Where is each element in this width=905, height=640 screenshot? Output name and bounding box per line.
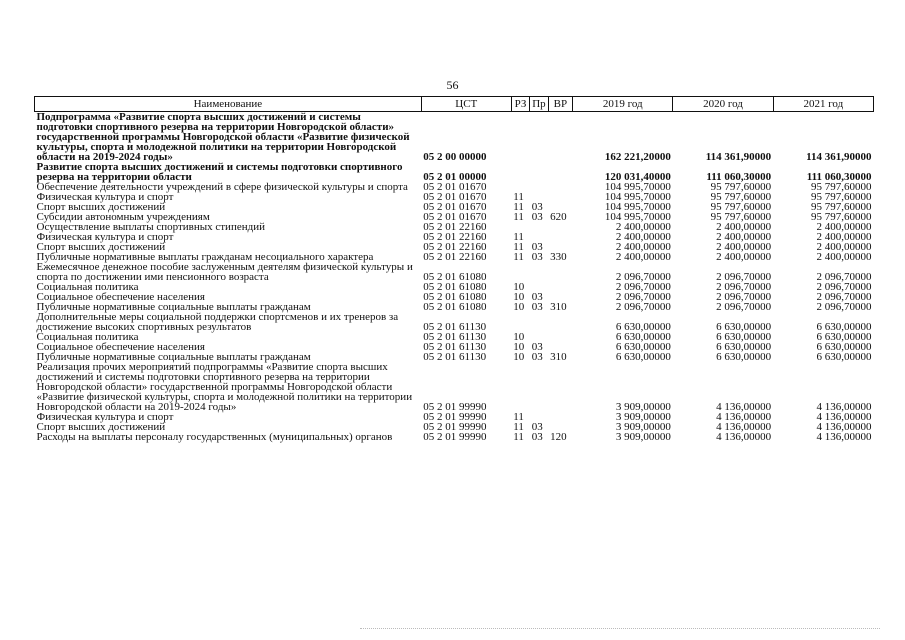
cell-2019: 2 096,70000 xyxy=(615,271,671,283)
cell-2021: 2 400,00000 xyxy=(816,231,872,243)
cell-cst: 05 2 01 99990 xyxy=(423,401,487,413)
cell-rz xyxy=(511,312,529,332)
cell-2020: 6 630,00000 xyxy=(716,341,772,353)
cell-2019: 2 400,00000 xyxy=(615,231,671,243)
cell-rz: 10 xyxy=(513,301,525,313)
header-2019: 2019 год xyxy=(573,97,673,112)
cell-2019: 2 096,70000 xyxy=(615,301,671,313)
cell-rz xyxy=(511,362,529,412)
cell-cst: 05 2 01 01670 xyxy=(423,201,487,213)
cell-vr xyxy=(548,112,573,163)
cell-cst: 05 2 01 22160 xyxy=(423,241,487,253)
cell-rz xyxy=(511,262,529,282)
cell-pr: 03 xyxy=(531,201,543,213)
cell-name: Реализация прочих мероприятий подпрограммы «Развитие спорта высших достижений и системы подготовки спортивного резерва на территории Новгородской области» государственной программы Новгородской области «Развитие физической культуры, спорта и молодежной политики на территории Новгородской области на 2019-2024 годы» xyxy=(36,361,413,413)
table-header-row xyxy=(35,97,874,112)
cell-cst: 05 2 01 61130 xyxy=(423,321,487,333)
cell-2019: 3 909,00000 xyxy=(615,401,671,413)
header-pr: Пр xyxy=(530,97,548,112)
cell-2021: 2 400,00000 xyxy=(816,251,872,263)
cell-2020: 95 797,60000 xyxy=(710,211,772,223)
cell-name: Публичные нормативные выплаты гражданам несоциального характера xyxy=(36,251,374,263)
cell-2020: 6 630,00000 xyxy=(716,351,772,363)
cell-name: Расходы на выплаты персоналу государственных (муниципальных) органов xyxy=(36,431,393,443)
cell-name: Подпрограмма «Развитие спорта высших достижений и системы подготовки спортивного резерва на территории Новгородской области» государственной программы Новгородской области «Развитие физической культуры, спорта и молодежной политики на территории Новгородской области на 2019-2024 годы» xyxy=(36,111,410,163)
cell-pr xyxy=(530,162,548,182)
cell-cst: 05 2 01 22160 xyxy=(423,231,487,243)
cell-2021: 95 797,60000 xyxy=(811,211,872,223)
cell-vr: 310 xyxy=(550,301,567,313)
cell-cst: 05 2 01 61130 xyxy=(423,341,487,353)
cell-2021: 2 400,00000 xyxy=(816,221,872,233)
cell-cst: 05 2 01 61130 xyxy=(423,331,487,343)
cell-vr xyxy=(548,182,573,192)
cell-name: Публичные нормативные социальные выплаты гражданам xyxy=(36,301,311,313)
table-row xyxy=(35,112,874,163)
cell-name: Спорт высших достижений xyxy=(36,201,166,213)
cell-2019: 104 995,70000 xyxy=(604,211,671,223)
cell-2020: 114 361,90000 xyxy=(705,151,772,163)
header-rz: РЗ xyxy=(511,97,529,112)
table-row xyxy=(35,362,874,412)
cell-name: Дополнительные меры социальной поддержки спортсменов и их тренеров за достижение высоких спортивных результатов xyxy=(36,311,399,333)
cell-2019: 2 400,00000 xyxy=(615,241,671,253)
cell-2021: 114 361,90000 xyxy=(806,151,872,163)
cell-pr: 03 xyxy=(531,341,543,353)
cell-2019: 2 096,70000 xyxy=(615,281,671,293)
cell-rz: 11 xyxy=(513,431,524,443)
cell-rz: 11 xyxy=(513,411,524,423)
cell-pr xyxy=(530,312,548,332)
cell-2021: 6 630,00000 xyxy=(816,351,872,363)
cell-2019: 104 995,70000 xyxy=(604,181,671,193)
cell-cst: 05 2 01 99990 xyxy=(423,421,487,433)
cell-2021: 2 096,70000 xyxy=(816,291,872,303)
cell-2020: 4 136,00000 xyxy=(716,431,772,443)
cell-2019: 3 909,00000 xyxy=(615,421,671,433)
cell-pr xyxy=(530,182,548,192)
cell-2019: 2 400,00000 xyxy=(615,251,671,263)
cell-vr xyxy=(548,282,573,292)
cell-pr: 03 xyxy=(531,251,543,263)
cell-name: Социальная политика xyxy=(36,281,139,293)
cell-2019: 6 630,00000 xyxy=(615,341,671,353)
cell-2019: 162 221,20000 xyxy=(604,151,671,163)
cell-2021: 6 630,00000 xyxy=(816,331,872,343)
cell-cst: 05 2 01 61080 xyxy=(423,291,487,303)
cell-2020: 95 797,60000 xyxy=(710,201,772,213)
cell-rz: 11 xyxy=(513,201,524,213)
cell-2021: 4 136,00000 xyxy=(816,411,872,423)
cell-pr: 03 xyxy=(531,241,543,253)
cell-rz xyxy=(511,162,529,182)
cell-2019: 6 630,00000 xyxy=(615,351,671,363)
cell-2021: 95 797,60000 xyxy=(811,181,872,193)
cell-2020: 2 096,70000 xyxy=(716,291,772,303)
cell-vr: 310 xyxy=(550,351,567,363)
cell-rz: 10 xyxy=(513,291,525,303)
cell-name: Социальное обеспечение населения xyxy=(36,341,205,353)
cell-vr xyxy=(548,412,573,422)
cell-name: Развитие спорта высших достижений и системы подготовки спортивного резерва на территории области xyxy=(36,161,403,183)
cell-rz: 10 xyxy=(513,281,525,293)
scan-artifact xyxy=(360,628,880,630)
cell-vr xyxy=(548,332,573,342)
header-vr: ВР xyxy=(548,97,573,112)
cell-cst: 05 2 01 61080 xyxy=(423,281,487,293)
cell-pr: 03 xyxy=(531,351,543,363)
cell-vr xyxy=(548,262,573,282)
cell-vr: 620 xyxy=(550,211,567,223)
budget-table xyxy=(34,96,874,442)
cell-2020: 6 630,00000 xyxy=(716,321,772,333)
cell-name: Обеспечение деятельности учреждений в сфере физической культуры и спорта xyxy=(36,181,408,193)
cell-vr: 330 xyxy=(550,251,567,263)
cell-cst: 05 2 01 00000 xyxy=(423,171,487,183)
cell-pr: 03 xyxy=(531,421,543,433)
cell-rz: 11 xyxy=(513,421,524,433)
cell-2019: 6 630,00000 xyxy=(615,321,671,333)
page-number: 56 xyxy=(446,78,459,92)
cell-cst: 05 2 01 01670 xyxy=(423,181,487,193)
cell-rz xyxy=(511,112,529,163)
cell-2021: 6 630,00000 xyxy=(816,341,872,353)
cell-rz: 10 xyxy=(513,331,525,343)
cell-pr xyxy=(530,112,548,163)
cell-vr: 120 xyxy=(550,431,567,443)
cell-2019: 104 995,70000 xyxy=(604,201,671,213)
cell-cst: 05 2 01 61130 xyxy=(423,351,487,363)
cell-cst: 05 2 01 22160 xyxy=(423,251,487,263)
cell-2021: 95 797,60000 xyxy=(811,201,872,213)
cell-name: Публичные нормативные социальные выплаты гражданам xyxy=(36,351,311,363)
cell-vr xyxy=(548,162,573,182)
cell-2021: 4 136,00000 xyxy=(816,431,872,443)
cell-cst: 05 2 01 01670 xyxy=(423,191,487,203)
table-row xyxy=(35,312,874,332)
header-name: Наименование xyxy=(35,97,422,112)
cell-2021: 2 096,70000 xyxy=(816,271,872,283)
table-row xyxy=(35,262,874,282)
header-2021: 2021 год xyxy=(773,97,873,112)
cell-2021: 6 630,00000 xyxy=(816,321,872,333)
cell-2020: 2 400,00000 xyxy=(716,251,772,263)
cell-2020: 6 630,00000 xyxy=(716,331,772,343)
cell-2020: 4 136,00000 xyxy=(716,421,772,433)
cell-2021: 95 797,60000 xyxy=(811,191,872,203)
cell-2020: 4 136,00000 xyxy=(716,401,772,413)
cell-2021: 4 136,00000 xyxy=(816,401,872,413)
cell-rz: 11 xyxy=(513,241,524,253)
cell-2021: 111 060,30000 xyxy=(806,171,872,183)
table-body xyxy=(35,112,874,443)
cell-pr xyxy=(530,362,548,412)
cell-name: Спорт высших достижений xyxy=(36,421,166,433)
cell-2020: 2 400,00000 xyxy=(716,231,772,243)
cell-name: Физическая культура и спорт xyxy=(36,411,174,423)
cell-cst: 05 2 01 22160 xyxy=(423,221,487,233)
cell-pr xyxy=(530,222,548,232)
cell-pr: 03 xyxy=(531,431,543,443)
cell-rz: 11 xyxy=(513,211,524,223)
cell-2019: 3 909,00000 xyxy=(615,411,671,423)
cell-pr: 03 xyxy=(531,301,543,313)
cell-2020: 2 096,70000 xyxy=(716,301,772,313)
cell-2020: 95 797,60000 xyxy=(710,191,772,203)
cell-rz: 11 xyxy=(513,191,524,203)
cell-2020: 111 060,30000 xyxy=(706,171,772,183)
cell-name: Физическая культура и спорт xyxy=(36,231,174,243)
table-row xyxy=(35,162,874,182)
cell-2021: 4 136,00000 xyxy=(816,421,872,433)
cell-name: Физическая культура и спорт xyxy=(36,191,174,203)
cell-rz: 10 xyxy=(513,351,525,363)
cell-2019: 3 909,00000 xyxy=(615,431,671,443)
cell-2019: 2 096,70000 xyxy=(615,291,671,303)
cell-cst: 05 2 01 01670 xyxy=(423,211,487,223)
cell-2019: 120 031,40000 xyxy=(604,171,671,183)
cell-rz: 10 xyxy=(513,341,525,353)
cell-vr xyxy=(548,192,573,202)
cell-rz: 11 xyxy=(513,251,524,263)
header-cst: ЦСТ xyxy=(421,97,511,112)
cell-2020: 2 096,70000 xyxy=(716,271,772,283)
cell-cst: 05 2 00 00000 xyxy=(423,151,487,163)
cell-vr xyxy=(548,222,573,232)
cell-name: Социальное обеспечение населения xyxy=(36,291,205,303)
cell-2019: 104 995,70000 xyxy=(604,191,671,203)
cell-2019: 6 630,00000 xyxy=(615,331,671,343)
cell-2020: 2 096,70000 xyxy=(716,281,772,293)
cell-cst: 05 2 01 61080 xyxy=(423,271,487,283)
cell-2021: 2 096,70000 xyxy=(816,281,872,293)
cell-2020: 4 136,00000 xyxy=(716,411,772,423)
cell-name: Ежемесячное денежное пособие заслуженным деятелям физической культуры и спорта по достижении ими пенсионного возраста xyxy=(36,261,413,283)
cell-2020: 95 797,60000 xyxy=(710,181,772,193)
cell-vr xyxy=(548,232,573,242)
cell-rz: 11 xyxy=(513,231,524,243)
cell-2021: 2 400,00000 xyxy=(816,241,872,253)
cell-2019: 2 400,00000 xyxy=(615,221,671,233)
cell-2020: 2 400,00000 xyxy=(716,221,772,233)
cell-pr: 03 xyxy=(531,291,543,303)
cell-2020: 2 400,00000 xyxy=(716,241,772,253)
cell-cst: 05 2 01 99990 xyxy=(423,431,487,443)
cell-name: Субсидии автономным учреждениям xyxy=(36,211,210,223)
cell-vr xyxy=(548,362,573,412)
cell-2021: 2 096,70000 xyxy=(816,301,872,313)
cell-pr xyxy=(530,262,548,282)
table-row xyxy=(35,432,874,442)
cell-name: Социальная политика xyxy=(36,331,139,343)
cell-cst: 05 2 01 99990 xyxy=(423,411,487,423)
cell-cst: 05 2 01 61080 xyxy=(423,301,487,313)
cell-name: Спорт высших достижений xyxy=(36,241,166,253)
cell-name: Осуществление выплаты спортивных стипендий xyxy=(36,221,265,233)
cell-vr xyxy=(548,312,573,332)
header-2020: 2020 год xyxy=(673,97,773,112)
cell-pr: 03 xyxy=(531,211,543,223)
